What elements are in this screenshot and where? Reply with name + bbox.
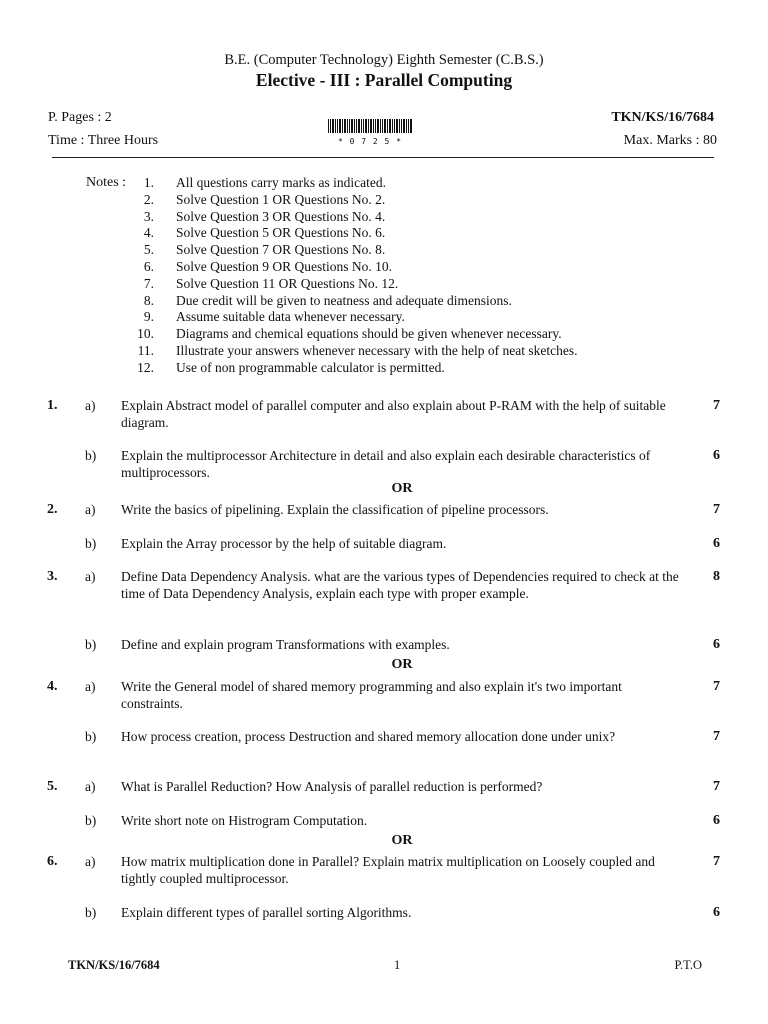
note-text: Solve Question 7 OR Questions No. 8. [176, 242, 386, 258]
question-text: Explain the multiprocessor Architecture in detail and also explain each desirable characteristics of multiprocessors. [121, 448, 651, 480]
note-text: Solve Question 1 OR Questions No. 2. [176, 191, 386, 207]
note-text: Solve Question 9 OR Questions No. 10. [176, 259, 392, 274]
question-text: Write short note on Histrogram Computation. [121, 813, 368, 828]
question-marks: 6 [713, 637, 720, 652]
question-number: 6. [47, 854, 58, 869]
note-text: All questions carry marks as indicated. [176, 175, 386, 190]
question-part-label: b) [85, 729, 97, 744]
note-number: 1. [143, 175, 154, 190]
note-text: Diagrams and chemical equations should be given whenever necessary. [176, 326, 562, 342]
note-text: Assume suitable data whenever necessary. [176, 309, 405, 325]
note-text: Use of non programmable calculator is permitted. [176, 359, 445, 375]
question-number: 5. [47, 779, 58, 794]
question-part-label: b) [85, 536, 97, 551]
note-text: Due credit will be given to neatness and adequate dimensions. [176, 292, 512, 308]
question-part-label: b) [85, 637, 97, 652]
note-number: 3. [143, 208, 154, 224]
question-part-label: a) [85, 854, 96, 869]
note-number: 12. [137, 359, 154, 375]
question-part-label: a) [85, 502, 96, 517]
page-number: 1 [394, 958, 401, 972]
question-part-label: a) [85, 779, 96, 794]
question-part-label: a) [85, 679, 96, 694]
or-separator: OR [391, 657, 413, 672]
question-part-label: b) [85, 448, 97, 463]
barcode-text: * 0 7 2 5 * [338, 137, 402, 146]
question-number: 3. [47, 569, 58, 584]
note-number: 11. [137, 343, 154, 358]
note-text: Illustrate your answers whenever necessary with the help of neat sketches. [176, 343, 578, 358]
question-text: Define and explain program Transformations with examples. [121, 637, 450, 652]
question-text: Explain the Array processor by the help of suitable diagram. [121, 536, 447, 551]
question-text: Define Data Dependency Analysis. what are the various types of Dependencies required to check at the time of Data Dependency Analysis, explain each type with proper example. [121, 569, 679, 601]
exam-time: Time : Three Hours [48, 133, 159, 148]
header-divider [52, 157, 714, 158]
question-text: Write the basics of pipelining. Explain the classification of pipeline processors. [121, 502, 549, 517]
note-number: 7. [143, 275, 154, 291]
barcode-bars [328, 119, 412, 133]
question-marks: 7 [713, 729, 720, 744]
question-marks: 6 [713, 448, 720, 463]
question-marks: 7 [713, 854, 720, 869]
or-separator: OR [391, 481, 413, 496]
question-part-label: b) [85, 905, 97, 920]
note-number: 6. [143, 259, 154, 274]
note-number: 9. [143, 309, 154, 325]
or-separator: OR [391, 833, 413, 848]
question-marks: 6 [713, 905, 720, 920]
question-text: Explain different types of parallel sorting Algorithms. [121, 905, 412, 920]
note-text: Solve Question 11 OR Questions No. 12. [176, 275, 399, 291]
note-number: 4. [143, 225, 154, 241]
question-part-label: a) [85, 398, 96, 413]
question-marks: 7 [713, 398, 720, 413]
question-text: How process creation, process Destruction and shared memory allocation done under unix? [121, 729, 616, 744]
max-marks: Max. Marks : 80 [623, 133, 717, 148]
question-marks: 7 [713, 502, 720, 517]
question-text: How matrix multiplication done in Parallel? Explain matrix multiplication on Loosely coupled and tightly coupled multiprocessor. [121, 854, 655, 886]
question-part-label: a) [85, 569, 96, 584]
question-number: 1. [47, 398, 58, 413]
page-count: P. Pages : 2 [48, 110, 112, 125]
question-marks: 7 [713, 779, 720, 794]
question-marks: 8 [713, 569, 720, 584]
question-marks: 6 [713, 536, 720, 551]
course-line: B.E. (Computer Technology) Eighth Semester (C.B.S.) [224, 52, 544, 68]
notes-label: Notes : [86, 175, 127, 190]
note-number: 10. [137, 326, 154, 342]
question-number: 2. [47, 502, 58, 517]
question-number: 4. [47, 679, 58, 694]
note-number: 2. [143, 191, 154, 207]
question-part-label: b) [85, 813, 97, 828]
question-text: Explain Abstract model of parallel computer and also explain about P-RAM with the help of suitable diagram. [121, 398, 666, 430]
question-marks: 7 [713, 679, 720, 694]
paper-title: Elective - III : Parallel Computing [255, 70, 513, 90]
note-text: Solve Question 3 OR Questions No. 4. [176, 208, 386, 224]
footer-code: TKN/KS/16/7684 [68, 958, 160, 972]
paper-code: TKN/KS/16/7684 [611, 110, 714, 125]
barcode [328, 119, 412, 146]
question-text: What is Parallel Reduction? How Analysis of parallel reduction is performed? [121, 779, 543, 794]
note-number: 5. [143, 242, 154, 258]
note-number: 8. [143, 292, 154, 308]
note-text: Solve Question 5 OR Questions No. 6. [176, 225, 386, 241]
question-marks: 6 [713, 813, 720, 828]
question-text: Write the General model of shared memory programming and also explain it's two important constraints. [121, 679, 622, 711]
pto-label: P.T.O [674, 958, 702, 972]
